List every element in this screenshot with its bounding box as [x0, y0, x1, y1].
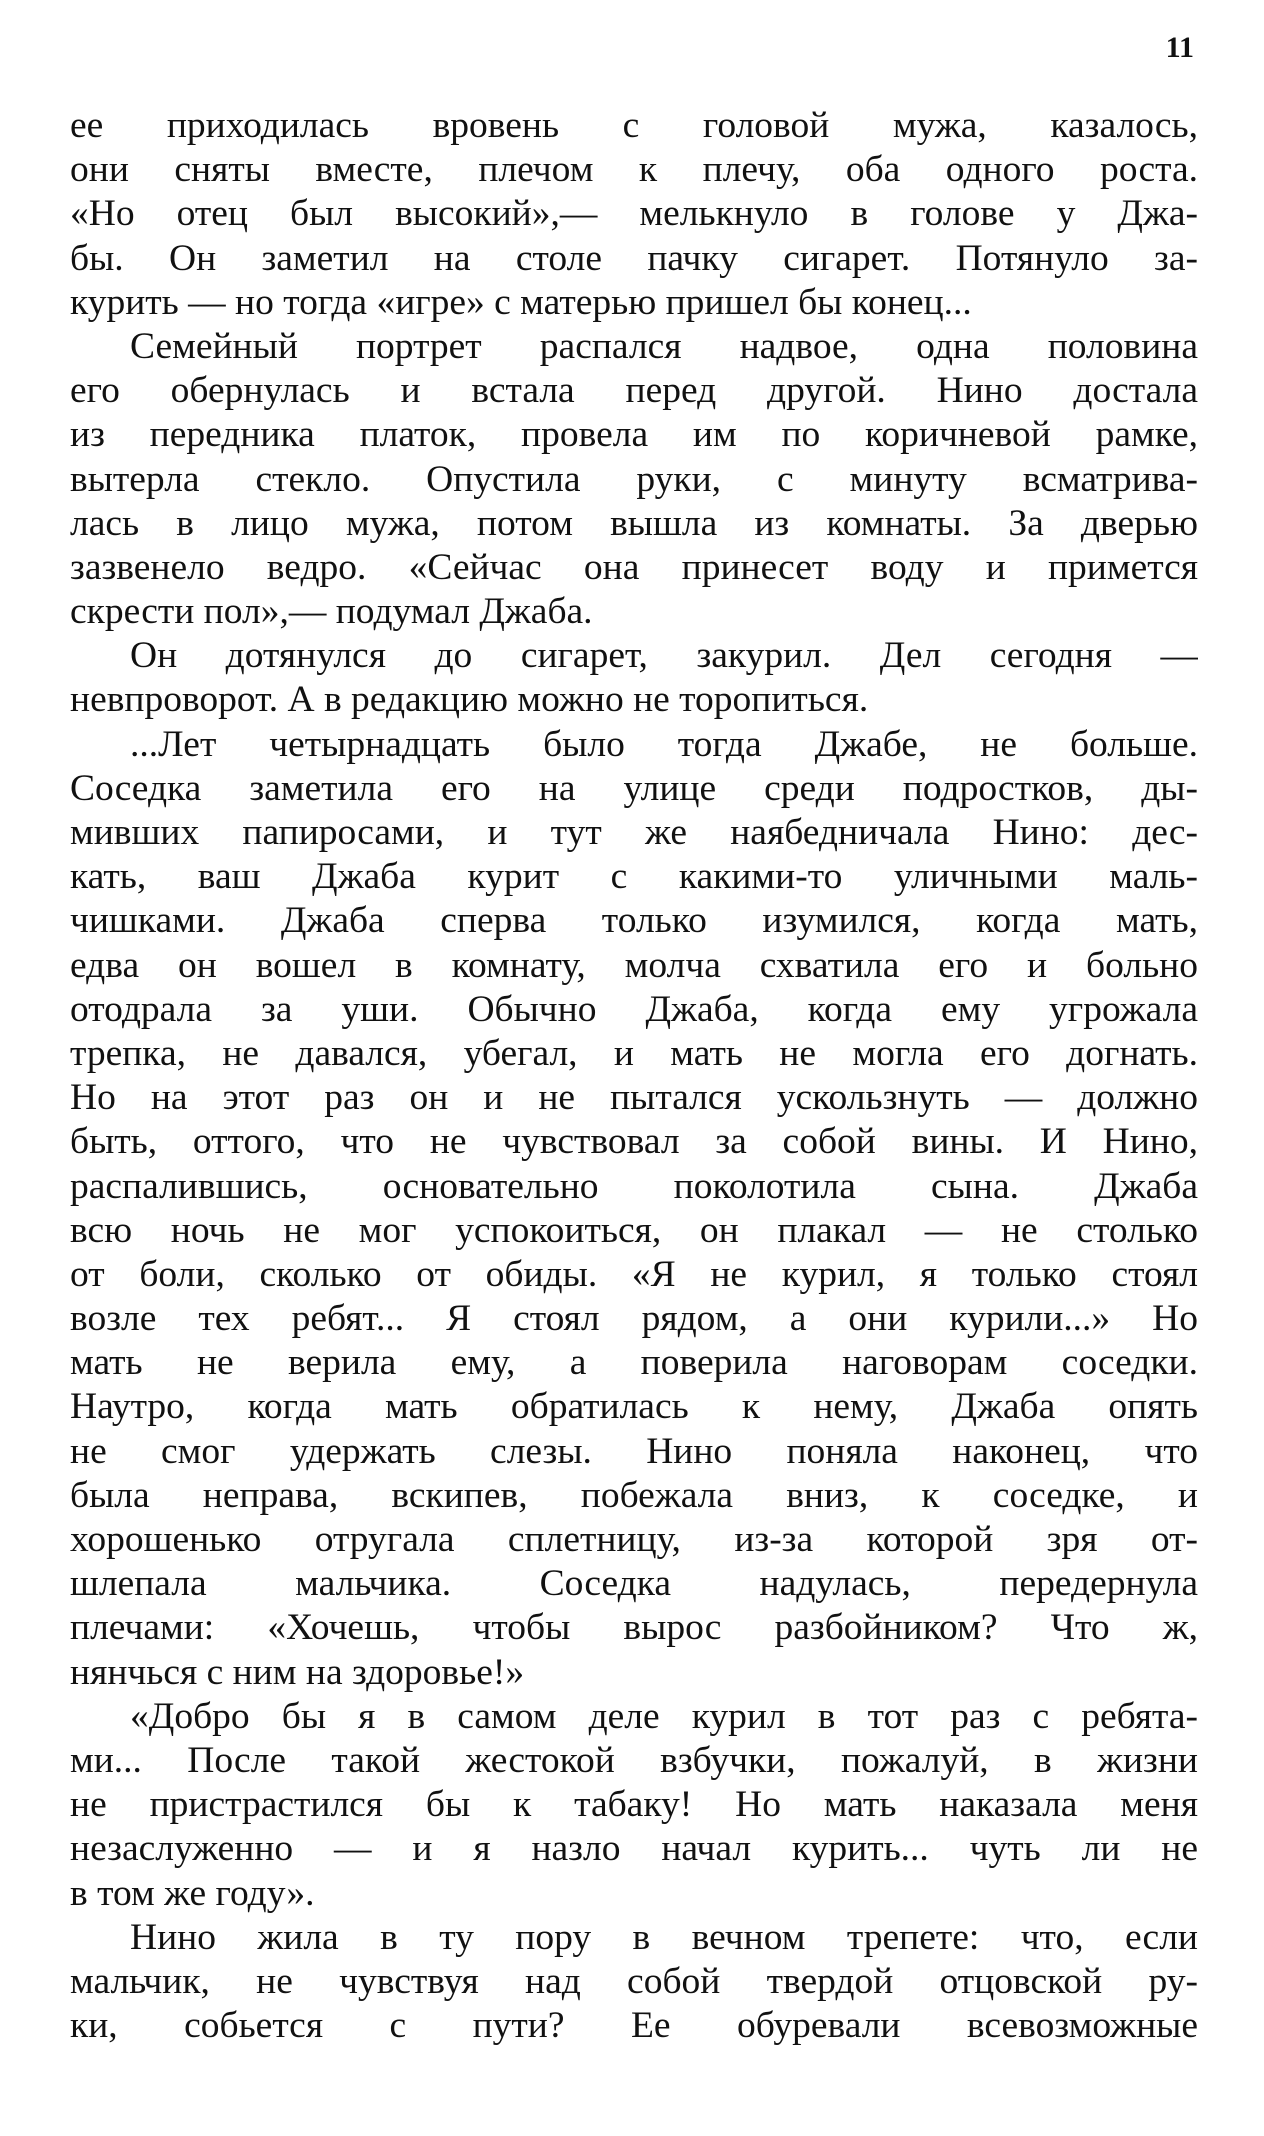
- text-line: возле тех ребят... Я стоял рядом, а они курили...» Но: [70, 1298, 1198, 1340]
- text-line: ее приходилась вровень с головой мужа, казалось,: [70, 105, 1198, 146]
- text-line: Нино жила в ту пору в вечном трепете: что, если: [130, 1916, 1198, 1958]
- text-line: его обернулась и встала перед другой. Нино достала: [70, 370, 1198, 412]
- text-line: Наутро, когда мать обратилась к нему, Джаба опять: [70, 1386, 1198, 1428]
- text-line: была неправа, вскипев, побежала вниз, к соседке, и: [70, 1474, 1198, 1516]
- text-line: Он дотянулся до сигарет, закурил. Дел сегодня —: [130, 635, 1198, 677]
- text-line: из передника платок, провела им по коричневой рамке,: [70, 414, 1198, 456]
- text-line: быть, оттого, что не чувствовал за собой вины. И Нино,: [70, 1121, 1198, 1163]
- text-line: невпроворот. А в редакцию можно не торопиться.: [70, 679, 869, 721]
- text-line: мать не верила ему, а поверила наговорам соседки.: [70, 1342, 1198, 1384]
- text-line: «Добро бы я в самом деле курил в тот раз с ребята-: [130, 1695, 1198, 1737]
- text-line: Но на этот раз он и не пытался ускользнуть — должно: [70, 1077, 1198, 1119]
- text-line: зазвенело ведро. «Сейчас она принесет воду и примется: [70, 546, 1198, 588]
- text-line: не смог удержать слезы. Нино поняла наконец, что: [70, 1430, 1198, 1472]
- text-line: незаслуженно — и я назло начал курить... чуть ли не: [70, 1828, 1198, 1870]
- text-line: мальчик, не чувствуя над собой твердой отцовской ру-: [70, 1960, 1198, 2002]
- text-line: нянчься с ним на здоровье!»: [70, 1651, 525, 1693]
- text-line: вытерла стекло. Опустила руки, с минуту всматрива-: [70, 458, 1198, 500]
- text-line: не пристрастился бы к табаку! Но мать наказала меня: [70, 1784, 1198, 1826]
- text-line: ки, собьется с пути? Ее обуревали всевозможные: [70, 2005, 1198, 2047]
- text-line: трепка, не давался, убегал, и мать не могла его догнать.: [70, 1032, 1198, 1074]
- text-line: хорошенько отругала сплетницу, из-за которой зря от-: [70, 1519, 1198, 1560]
- text-line: курить — но тогда «игре» с матерью пришел бы конец...: [70, 281, 972, 323]
- text-line: от боли, сколько от обиды. «Я не курил, я только стоял: [70, 1253, 1198, 1295]
- body-text: [70, 104, 1198, 2048]
- text-line: они сняты вместе, плечом к плечу, оба одного роста.: [70, 149, 1198, 191]
- text-line: «Но отец был высокий»,— мелькнуло в голове у Джа-: [70, 193, 1198, 235]
- text-line: отодрала за уши. Обычно Джаба, когда ему угрожала: [70, 988, 1198, 1030]
- text-line: Семейный портрет распался надвое, одна половина: [130, 325, 1198, 367]
- text-line: шлепала мальчика. Соседка надулась, передернула: [70, 1563, 1198, 1605]
- text-line: всю ночь не мог успокоиться, он плакал — не столько: [70, 1209, 1198, 1251]
- text-line: лась в лицо мужа, потом вышла из комнаты. За дверью: [70, 502, 1198, 544]
- page-number: 11: [1165, 31, 1194, 64]
- text-line: Соседка заметила его на улице среди подростков, ды-: [70, 767, 1198, 809]
- text-line: распалившись, основательно поколотила сына. Джаба: [70, 1165, 1198, 1207]
- text-line: кать, ваш Джаба курит с какими-то уличными маль-: [70, 856, 1198, 898]
- text-line: ...Лет четырнадцать было тогда Джабе, не больше.: [130, 723, 1198, 765]
- text-line: едва он вошел в комнату, молча схватила его и больно: [70, 944, 1198, 986]
- text-line: мивших папиросами, и тут же наябедничала Нино: дес-: [70, 812, 1198, 853]
- text-line: чишками. Джаба сперва только изумился, когда мать,: [70, 900, 1198, 942]
- text-line: ми... После такой жестокой взбучки, пожалуй, в жизни: [70, 1739, 1198, 1781]
- text-line: скрести пол»,— подумал Джаба.: [70, 591, 593, 633]
- text-line: в том же году».: [70, 1872, 315, 1914]
- text-line: плечами: «Хочешь, чтобы вырос разбойником? Что ж,: [70, 1607, 1198, 1649]
- text-line: бы. Он заметил на столе пачку сигарет. Потянуло за-: [70, 237, 1198, 279]
